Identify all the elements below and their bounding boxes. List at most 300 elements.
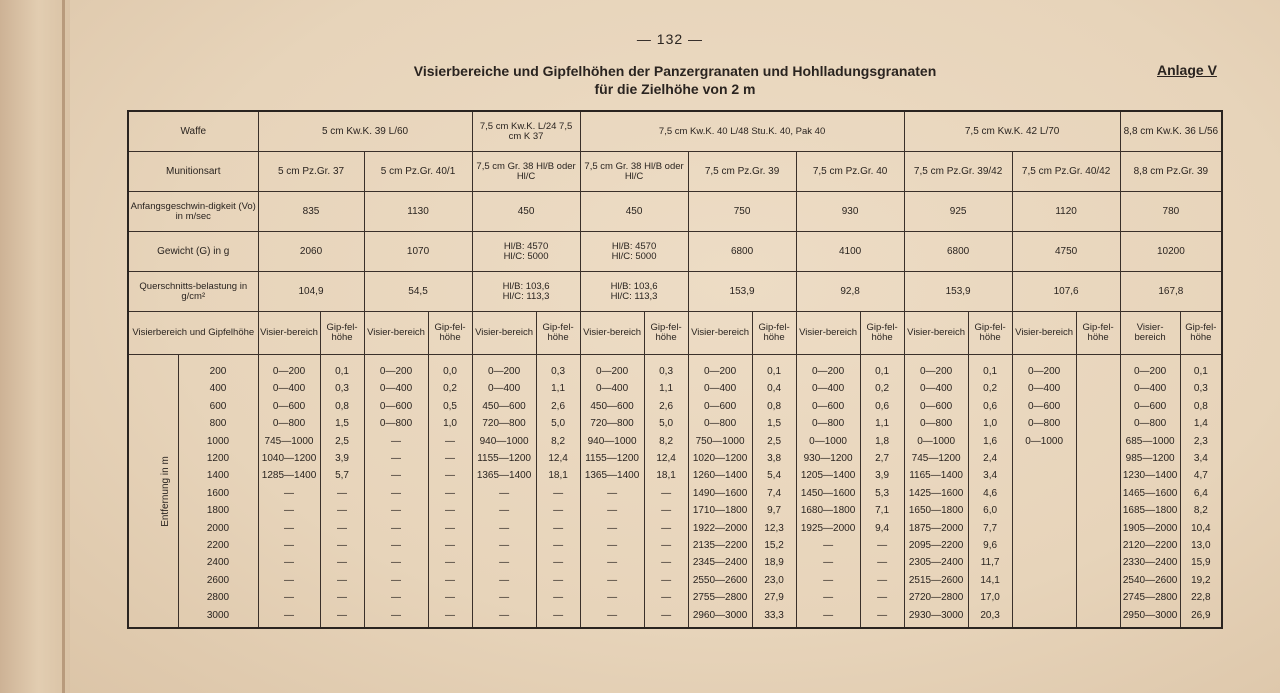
table-cell-value: 2960—3000 [692, 609, 748, 621]
table-cell-value: — [661, 557, 672, 569]
table-cell-value: 0—400 [595, 383, 629, 395]
table-cell-value: 1465—1600 [1122, 487, 1178, 499]
header-visierbereich: Visier-bereich [364, 312, 428, 355]
table-cell-value: 1,5 [335, 418, 349, 430]
table-cell-value: 14,1 [980, 574, 1000, 586]
entfernung-label: Entfernung in m [159, 455, 171, 527]
table-cell-value: 2330—2400 [1122, 557, 1178, 569]
header-gipfelhoehe: Gip-fel-höhe [536, 312, 580, 355]
table-cell-value: 22,8 [1191, 592, 1211, 604]
gewicht-cell: Hl/B: 4570 Hl/C: 5000 [580, 232, 688, 272]
v0-cell: 930 [796, 192, 904, 232]
gipfel-list [322, 363, 363, 624]
table-cell-value: — [607, 557, 618, 569]
table-cell-value: — [284, 522, 295, 534]
table-cell-value: — [823, 540, 834, 552]
table-cell-value: 8,2 [659, 435, 674, 447]
table-cell-value: 0,4 [767, 383, 782, 395]
visier-column [1012, 355, 1076, 629]
gipfel-list [1182, 363, 1221, 624]
table-cell-value: 2745—2800 [1122, 592, 1178, 604]
table-cell-value: 2540—2600 [1122, 574, 1178, 586]
gipfel-list [1078, 363, 1119, 624]
table-cell-value: — [391, 557, 402, 569]
munition-cell: 7,5 cm Pz.Gr. 39 [688, 152, 796, 192]
table-cell-value [1078, 450, 1119, 467]
table-cell-value: 2,3 [1193, 435, 1208, 447]
table-cell-value: — [553, 592, 564, 604]
gipfel-column [536, 355, 580, 629]
table-cell-value [1078, 467, 1119, 484]
table-cell-value: 0,1 [875, 366, 890, 377]
munition-cell: 7,5 cm Pz.Gr. 40/42 [1012, 152, 1120, 192]
table-cell-value: — [337, 609, 348, 621]
table-cell-value: 0—800 [919, 418, 953, 430]
v0-cell: 450 [472, 192, 580, 232]
label-gewicht: Gewicht (G) in g [128, 232, 258, 272]
table-cell-value: — [877, 574, 888, 586]
visier-list [260, 363, 319, 624]
table-cell-value [1078, 398, 1119, 415]
table-cell-value: 2930—3000 [908, 609, 964, 621]
table-cell-value: — [499, 609, 510, 621]
table-cell-value: 1000 [206, 435, 230, 447]
gipfel-column [644, 355, 688, 629]
table-cell-value: — [445, 487, 456, 499]
table-cell-value: — [391, 522, 402, 534]
header-visierbereich: Visier-bereich [688, 312, 752, 355]
table-cell-value: 1,8 [875, 435, 890, 447]
table-cell-value [1014, 589, 1075, 606]
table-cell-value: — [661, 522, 672, 534]
table-cell-value: — [391, 592, 402, 604]
table-cell-value: 0—600 [919, 400, 953, 412]
table-cell-value: 9,6 [983, 540, 998, 552]
table-cell-value: — [284, 609, 295, 621]
table-cell-value: — [499, 505, 510, 517]
gewicht-cell: 4750 [1012, 232, 1120, 272]
table-cell-value: 2950—3000 [1122, 609, 1178, 621]
table-cell-value: 10,4 [1191, 522, 1211, 534]
weapon-cell: 8,8 cm Kw.K. 36 L/56 [1120, 111, 1222, 152]
table-cell-value: — [391, 435, 402, 447]
table-cell-value: — [445, 609, 456, 621]
table-cell-value: 2,7 [875, 453, 890, 465]
table-cell-value: — [391, 540, 402, 552]
table-cell-value: 7,1 [875, 505, 890, 517]
visier-list [690, 363, 751, 624]
table-cell-value: — [553, 505, 564, 517]
table-cell-value: 0—200 [1027, 366, 1061, 377]
table-cell-value [1078, 554, 1119, 571]
table-cell-value: 1490—1600 [692, 487, 748, 499]
table-cell-value [1014, 572, 1075, 589]
gipfel-list [862, 363, 903, 624]
table-cell-value: 2800 [206, 592, 230, 604]
table-cell-value: 0—600 [379, 400, 413, 412]
table-cell-value: — [391, 505, 402, 517]
table-cell-value: 0,6 [875, 400, 890, 412]
table-cell-value: 2,6 [659, 400, 674, 412]
header-gipfelhoehe: Gip-fel-höhe [752, 312, 796, 355]
table-cell-value: 2550—2600 [692, 574, 748, 586]
table-cell-value: — [284, 487, 295, 499]
table-cell-value: 2,6 [551, 400, 566, 412]
table-cell-value: 0,3 [1193, 383, 1208, 395]
table-cell-value: 1,1 [875, 418, 890, 430]
table-cell-value: 0,8 [1193, 400, 1208, 412]
table-cell-value [1014, 537, 1075, 554]
table-cell-value: 1,1 [659, 383, 674, 395]
visier-list [798, 363, 859, 624]
visier-list [1122, 363, 1179, 624]
gewicht-cell: 6800 [688, 232, 796, 272]
book-gutter [62, 0, 65, 693]
munition-cell: 8,8 cm Pz.Gr. 39 [1120, 152, 1222, 192]
table-cell-value: — [445, 435, 456, 447]
table-cell-value: 0—800 [1027, 418, 1061, 430]
table-cell-value [1078, 589, 1119, 606]
table-cell-value: 0—800 [1133, 418, 1167, 430]
table-cell-value: 2120—2200 [1122, 540, 1178, 552]
header-gipfelhoehe: Gip-fel-höhe [1076, 312, 1120, 355]
title-line-2: für die Zielhöhe von 2 m [594, 81, 756, 97]
table-cell-value: 0,2 [875, 383, 890, 395]
table-cell-value: 450—600 [482, 400, 526, 412]
table-cell-value: 940—1000 [587, 435, 637, 447]
table-cell-value [1078, 485, 1119, 502]
querschnitt-cell: 167,8 [1120, 272, 1222, 312]
table-cell-value: 0—200 [1133, 366, 1167, 377]
table-cell-value [1014, 520, 1075, 537]
table-cell-value: — [607, 540, 618, 552]
querschnitt-cell: 153,9 [904, 272, 1012, 312]
table-cell-value [1078, 502, 1119, 519]
table-cell-value: 11,7 [980, 557, 1000, 569]
table-cell-value [1014, 467, 1075, 484]
gipfel-column [320, 355, 364, 629]
table-cell-value: — [823, 574, 834, 586]
table-cell-value: 940—1000 [479, 435, 529, 447]
table-cell-value: 1,0 [443, 418, 457, 430]
table-body [128, 111, 1222, 628]
weapon-cell: 7,5 cm Kw.K. L/24 7,5 cm K 37 [472, 111, 580, 152]
table-cell-value: 0—200 [703, 366, 737, 377]
table-cell-value: — [445, 522, 456, 534]
table-cell-value: 1040—1200 [261, 453, 317, 465]
table-cell-value: 1925—2000 [800, 522, 856, 534]
table-cell-value [1014, 450, 1075, 467]
visier-column [904, 355, 968, 629]
v0-cell: 835 [258, 192, 364, 232]
table-cell-value: 0—400 [1133, 383, 1167, 395]
table-cell-value: 0—600 [703, 400, 737, 412]
table-cell-value: 1155—1200 [477, 453, 531, 465]
table-cell-value [1078, 433, 1119, 450]
table-cell-value: — [823, 557, 834, 569]
visier-column [580, 355, 644, 629]
table-cell-value: — [877, 609, 888, 621]
table-cell-value: — [553, 609, 564, 621]
table-cell-value: — [445, 574, 456, 586]
label-querschnitt: Querschnitts-belastung in g/cm² [128, 272, 258, 312]
table-cell-value: — [661, 487, 672, 499]
table-cell-value: 5,4 [767, 470, 782, 482]
table-cell-value: 0,3 [551, 366, 566, 377]
table-cell-value: 0—600 [1133, 400, 1167, 412]
header-visierbereich: Visier-bereich [904, 312, 968, 355]
visier-list [474, 363, 535, 624]
table-cell-value: — [607, 487, 618, 499]
table-cell-value: 3,4 [983, 470, 998, 482]
querschnitt-cell: 104,9 [258, 272, 364, 312]
table-cell-value: — [607, 574, 618, 586]
gipfel-column [968, 355, 1012, 629]
table-cell-value: 685—1000 [1125, 435, 1175, 447]
table-cell-value: — [337, 557, 348, 569]
table-cell-value: 1685—1800 [1122, 505, 1178, 517]
table-cell-value: — [499, 592, 510, 604]
table-cell-value: — [445, 453, 456, 465]
visier-list [1014, 363, 1075, 624]
table-cell-value: 2515—2600 [908, 574, 964, 586]
table-cell-value: 33,3 [764, 609, 784, 621]
table-cell-value [1078, 537, 1119, 554]
table-cell-value: 400 [209, 383, 227, 395]
visier-column [796, 355, 860, 629]
table-cell-value: 4,7 [1193, 470, 1208, 482]
table-cell-value: — [661, 505, 672, 517]
gipfel-list [430, 363, 471, 624]
table-cell-value: 12,4 [656, 453, 676, 465]
table-cell-value [1078, 415, 1119, 432]
table-cell-value: — [337, 574, 348, 586]
table-cell-value: — [445, 540, 456, 552]
table-cell-value: 0—200 [811, 366, 845, 377]
table-cell-value: 7,7 [983, 522, 998, 534]
visier-list [366, 363, 427, 624]
table-cell-value: 450—600 [590, 400, 634, 412]
table-cell-value: 0—600 [272, 400, 306, 412]
table-cell-value: 0,6 [983, 400, 998, 412]
weapon-cell: 5 cm Kw.K. 39 L/60 [258, 111, 472, 152]
table-cell-value: 0,2 [443, 383, 457, 395]
entfernung-label-cell [128, 355, 178, 629]
gewicht-cell: 1070 [364, 232, 472, 272]
table-cell-value: 5,7 [335, 470, 349, 482]
table-cell-value [1014, 485, 1075, 502]
gewicht-cell: 2060 [258, 232, 364, 272]
table-cell-value: 2200 [206, 540, 230, 552]
table-cell-value: 1650—1800 [908, 505, 964, 517]
v0-cell: 1120 [1012, 192, 1120, 232]
table-cell-value: — [337, 540, 348, 552]
table-cell-value: — [877, 557, 888, 569]
table-cell-value: 1365—1400 [476, 470, 532, 482]
table-cell-value: 5,0 [659, 418, 674, 430]
table-cell-value: — [553, 522, 564, 534]
table-cell-value: — [823, 592, 834, 604]
table-cell-value: 6,4 [1193, 487, 1208, 499]
table-cell-value: 0,3 [659, 366, 674, 377]
header-visierbereich: Visier-bereich [1012, 312, 1076, 355]
table-cell-value: 0,8 [335, 400, 349, 412]
table-cell-value: 1600 [206, 487, 230, 499]
table-cell-value: 0—400 [811, 383, 845, 395]
table-cell-value: — [391, 574, 402, 586]
table-cell-value: 13,0 [1191, 540, 1211, 552]
table-cell-value: 15,2 [764, 540, 784, 552]
querschnitt-cell: 153,9 [688, 272, 796, 312]
gipfel-column [1076, 355, 1120, 629]
visier-column [688, 355, 752, 629]
table-cell-value: 0,1 [335, 366, 349, 377]
table-cell-value: 0—600 [811, 400, 845, 412]
gewicht-cell: 4100 [796, 232, 904, 272]
table-cell-value: 2095—2200 [908, 540, 964, 552]
row-gewicht [128, 232, 1222, 272]
table-cell-value: 930—1200 [803, 453, 853, 465]
gipfel-list [970, 363, 1011, 624]
table-cell-value: 0—400 [919, 383, 953, 395]
table-cell-value: 1285—1400 [261, 470, 317, 482]
table-cell-value: 2,5 [335, 435, 349, 447]
table-cell-value: — [607, 522, 618, 534]
distance-column [178, 355, 258, 629]
table-cell-value: 0,5 [443, 400, 457, 412]
table-cell-value: — [337, 592, 348, 604]
table-cell-value: — [445, 505, 456, 517]
table-cell-value: 1365—1400 [584, 470, 640, 482]
table-cell-value [1078, 520, 1119, 537]
table-cell-value: 6,0 [983, 505, 998, 517]
header-visierbereich: Visier-bereich [472, 312, 536, 355]
table-cell-value: 18,1 [548, 470, 568, 482]
table-cell-value: 2,4 [983, 453, 998, 465]
table-cell-value: 600 [209, 400, 227, 412]
querschnitt-cell: Hl/B: 103,6 Hl/C: 113,3 [580, 272, 688, 312]
querschnitt-cell: 54,5 [364, 272, 472, 312]
distance-list [180, 363, 257, 624]
visier-list [906, 363, 967, 624]
table-cell-value: 1400 [206, 470, 230, 482]
table-cell-value: 1155—1200 [585, 453, 639, 465]
table-cell-value: — [877, 592, 888, 604]
table-cell-value: 720—800 [590, 418, 634, 430]
row-data [128, 355, 1222, 629]
table-cell-value: — [553, 540, 564, 552]
table-cell-value: — [337, 522, 348, 534]
row-waffe [128, 111, 1222, 152]
table-cell-value: 0,1 [983, 366, 998, 377]
table-cell-value: 0,3 [335, 383, 349, 395]
header-gipfelhoehe: Gip-fel-höhe [860, 312, 904, 355]
querschnitt-cell: 92,8 [796, 272, 904, 312]
row-v0 [128, 192, 1222, 232]
weapon-cell: 7,5 cm Kw.K. 42 L/70 [904, 111, 1120, 152]
table-cell-value: 745—1000 [264, 435, 314, 447]
table-cell-value: 0—200 [487, 366, 521, 377]
table-cell-value: — [284, 592, 295, 604]
table-cell-value: 19,2 [1191, 574, 1211, 586]
table-cell-value: — [337, 487, 348, 499]
table-cell-value [1014, 554, 1075, 571]
gipfel-column [860, 355, 904, 629]
table-cell-value: 2755—2800 [692, 592, 748, 604]
table-cell-value: 3,9 [335, 453, 349, 465]
table-cell-value: 1,1 [551, 383, 566, 395]
ballistics-table [127, 110, 1223, 629]
table-cell-value: 23,0 [764, 574, 784, 586]
page-title [0, 62, 1280, 98]
table-cell-value: 1230—1400 [1122, 470, 1178, 482]
table-cell-value: 2,5 [767, 435, 782, 447]
table-cell-value: 1450—1600 [800, 487, 856, 499]
table-cell-value: 720—800 [482, 418, 526, 430]
table-cell-value: — [445, 592, 456, 604]
header-visierbereich: Visier-bereich [580, 312, 644, 355]
querschnitt-cell: Hl/B: 103,6 Hl/C: 113,3 [472, 272, 580, 312]
table-cell-value: — [661, 540, 672, 552]
table-cell-value: 1710—1800 [692, 505, 748, 517]
table-cell-value: 3,8 [767, 453, 782, 465]
label-visier-gipfel: Visierbereich und Gipfelhöhe [128, 312, 258, 355]
header-gipfelhoehe: Gip-fel-höhe [1180, 312, 1222, 355]
table-cell-value: 0—1000 [917, 435, 956, 447]
table-cell-value: — [391, 470, 402, 482]
table-cell-value: 0—800 [272, 418, 306, 430]
table-cell-value: 0—400 [487, 383, 521, 395]
visier-column [472, 355, 536, 629]
table-cell-value: — [499, 540, 510, 552]
table-cell-value [1078, 363, 1119, 380]
table-cell-value: — [661, 574, 672, 586]
table-cell-value [1014, 607, 1075, 624]
gipfel-column [752, 355, 796, 629]
visier-column [1120, 355, 1180, 629]
v0-cell: 1130 [364, 192, 472, 232]
table-cell-value: 1,4 [1193, 418, 1208, 430]
table-cell-value: 1020—1200 [692, 453, 748, 465]
table-cell-value: 4,6 [983, 487, 998, 499]
table-cell-value: 750—1000 [695, 435, 745, 447]
table-cell-value: 1,6 [983, 435, 998, 447]
table-cell-value: 0—1000 [1025, 435, 1064, 447]
v0-cell: 750 [688, 192, 796, 232]
gipfel-column [1180, 355, 1222, 629]
munition-cell: 7,5 cm Pz.Gr. 39/42 [904, 152, 1012, 192]
table-cell-value: — [553, 574, 564, 586]
table-cell-value: 0—400 [272, 383, 306, 395]
table-cell-value: 0—800 [703, 418, 737, 430]
table-cell-value: — [499, 522, 510, 534]
visier-column [364, 355, 428, 629]
table-cell-value: 0—400 [379, 383, 413, 395]
table-cell-value: — [284, 557, 295, 569]
header-visierbereich: Visier-bereich [1120, 312, 1180, 355]
table-cell-value: — [823, 609, 834, 621]
table-cell-value: 0—800 [379, 418, 413, 430]
table-cell-value: 0—400 [703, 383, 737, 395]
table-cell-value: 0—200 [919, 366, 953, 377]
table-cell-value: 26,9 [1191, 609, 1211, 621]
table-cell-value: — [607, 505, 618, 517]
table-cell-value: — [499, 487, 510, 499]
table-cell-value: — [661, 592, 672, 604]
label-v0: Anfangsgeschwin-digkeit (Vo) in m/sec [128, 192, 258, 232]
table-cell-value: 0—600 [1027, 400, 1061, 412]
book-spine [0, 0, 70, 693]
